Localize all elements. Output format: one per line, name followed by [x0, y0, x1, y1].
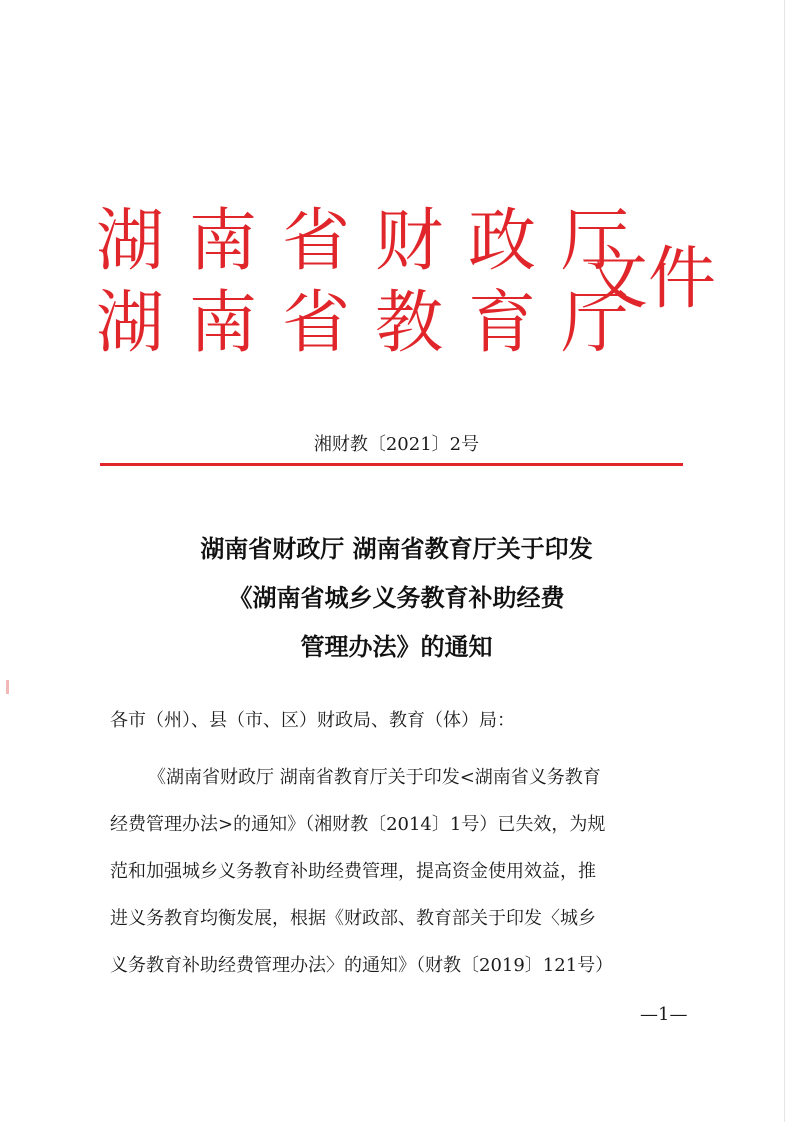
- body-line-1: 《湖南省财政厅 湖南省教育厅关于印发<湖南省义务教育: [148, 767, 601, 788]
- document-type-label: 文件: [580, 240, 717, 319]
- agency-line-finance: 湖南省财政厅: [96, 202, 655, 281]
- body-line-2: 经费管理办法>的通知》（湘财教〔2014〕1号）已失效，为规: [110, 814, 606, 835]
- title-line-1: 湖南省财政厅 湖南省教育厅关于印发: [200, 535, 593, 563]
- title-line-3: 管理办法》的通知: [300, 633, 493, 661]
- page-number: —1—: [640, 1004, 688, 1025]
- agency-line-education: 湖南省教育厅: [96, 284, 655, 363]
- body-paragraph: [110, 754, 696, 989]
- scan-mark: [6, 680, 9, 694]
- body-line-3: 范和加强城乡义务教育补助经费管理，提高资金使用效益，推: [110, 861, 596, 882]
- red-divider: [100, 463, 683, 466]
- body-line-4: 进义务教育均衡发展，根据《财政部、教育部关于印发〈城乡: [110, 908, 596, 929]
- document-title: [0, 525, 793, 672]
- document-header: [96, 200, 717, 370]
- title-line-2: 《湖南省城乡义务教育补助经费: [228, 584, 565, 612]
- salutation: 各市（州）、县（市、区）财政局、教育（体）局：: [110, 710, 515, 731]
- document-number: 湘财教〔2021〕2号: [313, 434, 480, 455]
- body-line-5: 义务教育补助经费管理办法〉的通知》（财教〔2019〕121号）: [110, 955, 614, 976]
